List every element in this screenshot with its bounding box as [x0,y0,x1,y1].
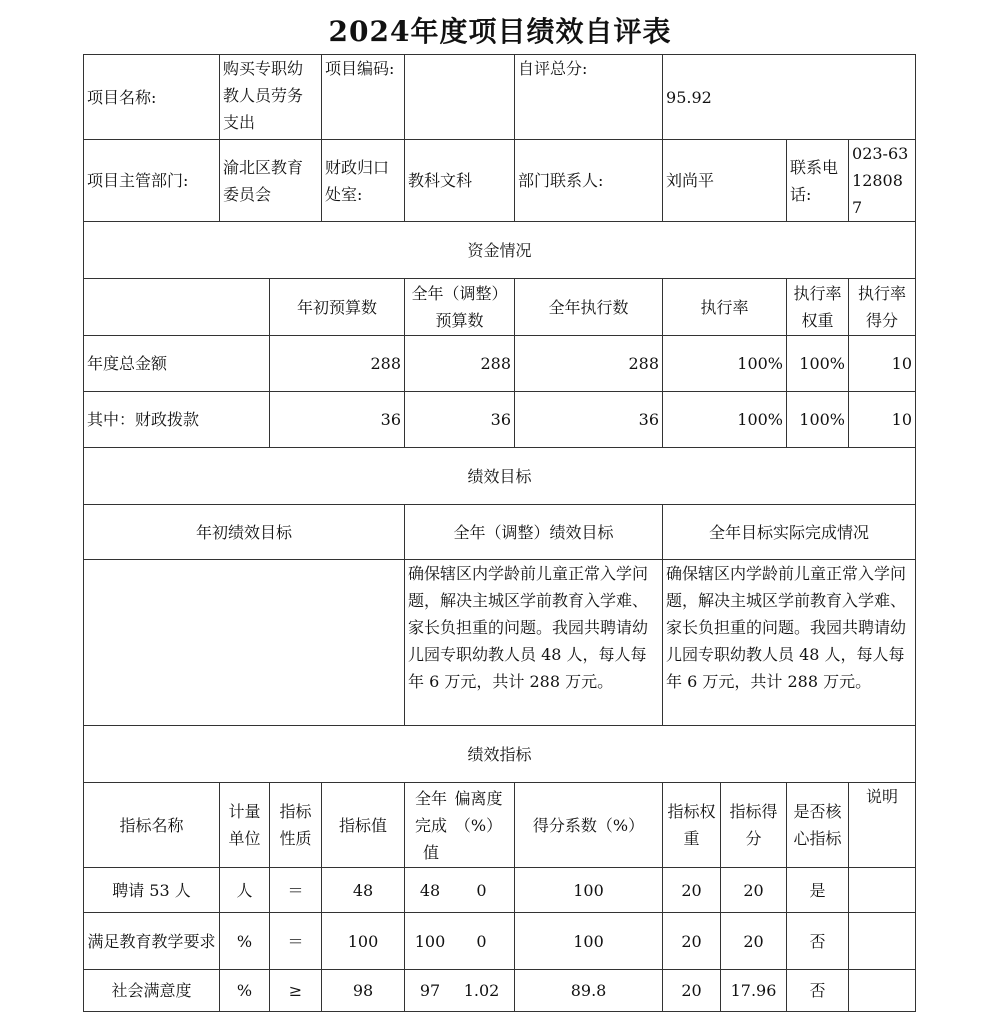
ind-header-score: 指标得分 [721,783,787,868]
ind-header-name: 指标名称 [84,783,220,868]
ind-cell: 20 [663,913,721,970]
ind-cell: 100 [515,913,663,970]
project-code-label: 项目编码: [322,55,405,140]
ind-cell: % [220,970,270,1012]
ind-cell: 100 [414,931,446,951]
page-title: 2024年度项目绩效自评表 [328,15,672,48]
ind-cell [849,913,916,970]
ind-cell: 20 [663,970,721,1012]
ind-cell: ≥ [270,970,322,1012]
ind-cell: 1.02 [463,981,500,1000]
funds-header-score: 执行率得分 [849,279,916,336]
ind-cell-pair [405,868,515,913]
ind-cell: ＝ [270,868,322,913]
ind-cell: 否 [787,970,849,1012]
goals-section-title: 绩效目标 [84,448,916,505]
funds-header-adjusted: 全年（调整）预算数 [405,279,515,336]
goals-header-initial: 年初绩效目标 [84,505,405,560]
funds-cell: 10 [849,336,916,392]
funds-header-initial: 年初预算数 [270,279,405,336]
goals-actual-text: 确保辖区内学龄前儿童正常入学问题，解决主城区学前教育入学难、家长负担重的问题。我园共聘请幼儿园专职幼教人员 48 人，每人每年 6 万元，共计 288 万元。 [663,560,916,726]
funds-cell: 10 [849,392,916,448]
ind-cell: 社会满意度 [84,970,220,1012]
ind-cell [849,970,916,1012]
funds-header-rate: 执行率 [663,279,787,336]
project-name-label: 项目名称: [84,55,220,140]
funds-cell: 100% [663,336,787,392]
ind-header-weight: 指标权重 [663,783,721,868]
ind-cell: 聘请 53 人 [84,868,220,913]
finance-office-label: 财政归口处室: [322,140,405,222]
ind-cell: 是 [787,868,849,913]
funds-header-executed: 全年执行数 [515,279,663,336]
funds-row-total [84,336,916,392]
ind-header-core: 是否核心指标 [787,783,849,868]
evaluation-table [83,54,916,1012]
project-code-value [405,55,515,140]
project-name-value: 购买专职幼教人员劳务支出 [220,55,322,140]
funds-section-title: 资金情况 [84,222,916,279]
finance-office-value: 教科文科 [405,140,515,222]
ind-header-nature: 指标性质 [270,783,322,868]
ind-cell-pair [405,970,515,1012]
goals-adjusted-text: 确保辖区内学龄前儿童正常入学问题，解决主城区学前教育入学难、家长负担重的问题。我园共聘请幼儿园专职幼教人员 48 人，每人每年 6 万元，共计 288 万元。 [405,560,663,726]
ind-cell: 20 [721,913,787,970]
dept-value: 渝北区教育委员会 [220,140,322,222]
ind-cell: 0 [476,931,487,951]
funds-row-label: 其中：财政拨款 [84,392,270,448]
ind-cell: 48 [419,880,441,900]
ind-cell: 100 [322,913,405,970]
score-label: 自评总分: [515,55,663,140]
goals-header-actual: 全年目标实际完成情况 [663,505,916,560]
funds-cell: 288 [515,336,663,392]
funds-cell: 100% [663,392,787,448]
funds-cell: 100% [787,336,849,392]
ind-header-unit: 计量单位 [220,783,270,868]
table-row [84,913,916,970]
ind-cell: 20 [721,868,787,913]
ind-cell: ＝ [270,913,322,970]
goals-initial-text [84,560,405,726]
indicators-section-title: 绩效指标 [84,726,916,783]
ind-header-target: 指标值 [322,783,405,868]
phone-label: 联系电话: [787,140,849,222]
funds-cell: 288 [270,336,405,392]
ind-header-coef: 得分系数（%） [515,783,663,868]
dept-label: 项目主管部门: [84,140,220,222]
ind-header-completed [405,783,515,868]
score-value: 95.92 [663,55,916,140]
ind-cell-pair [405,913,515,970]
goals-header-adjusted: 全年（调整）绩效目标 [405,505,663,560]
ind-cell: 0 [476,880,487,900]
funds-cell: 36 [405,392,515,448]
ind-cell: 98 [322,970,405,1012]
funds-header-blank [84,279,270,336]
ind-cell: 否 [787,913,849,970]
contact-label: 部门联系人: [515,140,663,222]
ind-cell: 人 [220,868,270,913]
contact-value: 刘尚平 [663,140,787,222]
ind-header-completed-text: 全年完成值 [415,788,448,862]
funds-cell: 36 [270,392,405,448]
funds-cell: 36 [515,392,663,448]
table-row [84,868,916,913]
ind-cell: 97 [419,981,441,1000]
ind-cell: 20 [663,868,721,913]
ind-cell: 17.96 [721,970,787,1012]
funds-cell: 100% [787,392,849,448]
ind-header-deviation: 偏离度（%） [454,788,503,835]
funds-row-label: 年度总金额 [84,336,270,392]
ind-header-note: 说明 [849,783,916,868]
funds-cell: 288 [405,336,515,392]
ind-cell: 满足教育教学要求 [84,913,220,970]
ind-cell [849,868,916,913]
funds-row-fiscal [84,392,916,448]
funds-header-weight: 执行率权重 [787,279,849,336]
ind-cell: 100 [515,868,663,913]
ind-cell: 48 [322,868,405,913]
table-row [84,970,916,1012]
ind-cell: % [220,913,270,970]
ind-cell: 89.8 [515,970,663,1012]
phone-value: 023-63128087 [849,140,916,222]
